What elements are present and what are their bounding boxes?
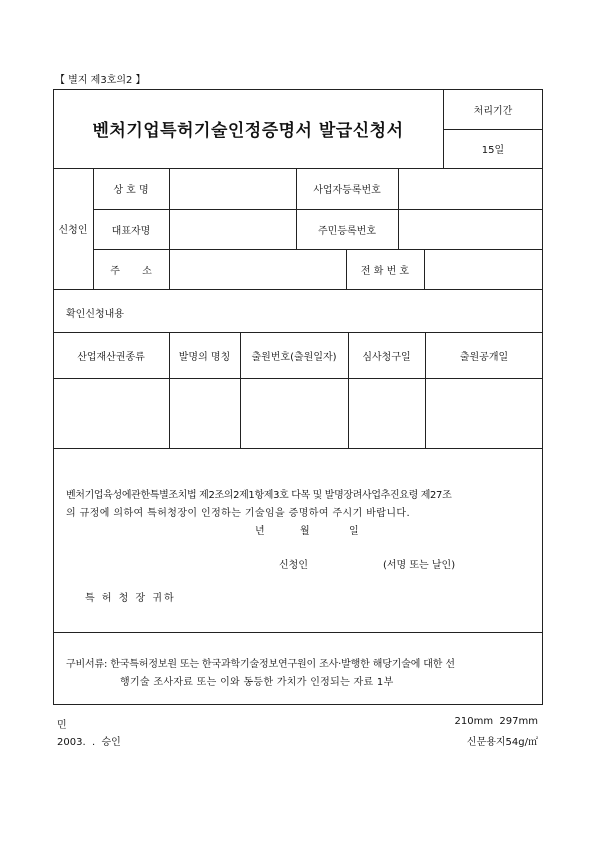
table-cell-publication-date[interactable] [426,379,542,447]
required-docs-line-1: 구비서류: 한국특허정보원 또는 한국과학기술정보연구원이 조사·발행한 해당기술에 대한 선 [66,659,455,670]
applicant-section-label: 신청인 [58,225,88,236]
form-title: 벤처기업특허기술인정증명서 발급신청서 [92,121,404,141]
divider [53,632,543,633]
processing-period-value: 15일 [481,145,505,156]
footer-paper-type: 신문용지54g/㎡ [466,737,538,748]
phone-field[interactable] [425,250,542,288]
statement-line-2: 의 규정에 의하여 특허청장이 인정하는 기술임을 증명하여 주시기 바랍니다. [66,508,411,519]
table-cell-examination-date[interactable] [349,379,424,447]
representative-label: 대표자명 [111,225,151,237]
footer-paper-size: 210mm 297mm [454,716,538,727]
date-day-label: 일 [349,526,359,537]
divider [53,289,543,290]
date-year-label: 년 [255,526,265,537]
footer-approval: 2003. . 승인 [57,737,121,748]
date-month-label: 월 [300,526,310,537]
address-label: 주 소 [110,265,152,277]
resident-registration-field[interactable] [399,210,542,248]
form-reference: 【 별지 제3호의2 】 [55,75,146,86]
table-cell-invention-name[interactable] [170,379,239,447]
footer-left-1: 민 [57,720,67,731]
addressee: 특 허 청 장 귀하 [85,593,176,604]
company-name-field[interactable] [170,169,295,208]
statement-line-1: 벤처기업육성에관한특별조치법 제2조의2제1항제3호 다목 및 발명장려사업추진요령 제27조 [66,490,452,501]
required-docs-line-2: 행기술 조사자료 또는 이와 동등한 가치가 인정되는 자료 1부 [120,677,394,688]
business-registration-label: 사업자등록번호 [313,185,381,196]
confirm-content-label: 확인신청내용 [66,309,124,320]
resident-registration-label: 주민등록번호 [318,225,376,237]
company-name-label: 상 호 명 [113,185,149,196]
representative-field[interactable] [170,210,295,248]
table-header-application-number: 출원번호(출원일자) [251,351,337,363]
table-cell-ip-type[interactable] [54,379,168,447]
applicant-sign-label: 신청인 [279,560,308,571]
sign-or-seal-label: (서명 또는 날인) [383,560,456,571]
phone-label: 전 화 번 호 [360,265,410,277]
processing-period-label: 처리기간 [473,105,513,117]
table-header-invention-name: 발명의 명칭 [178,351,231,363]
table-header-ip-type: 산업재산권종류 [77,351,145,363]
table-header-examination-date: 심사청구일 [362,351,411,363]
table-header-publication-date: 출원공개일 [459,351,509,363]
address-field[interactable] [170,250,345,288]
business-registration-field[interactable] [399,169,542,208]
table-cell-application-number[interactable] [241,379,347,447]
divider [53,448,543,449]
